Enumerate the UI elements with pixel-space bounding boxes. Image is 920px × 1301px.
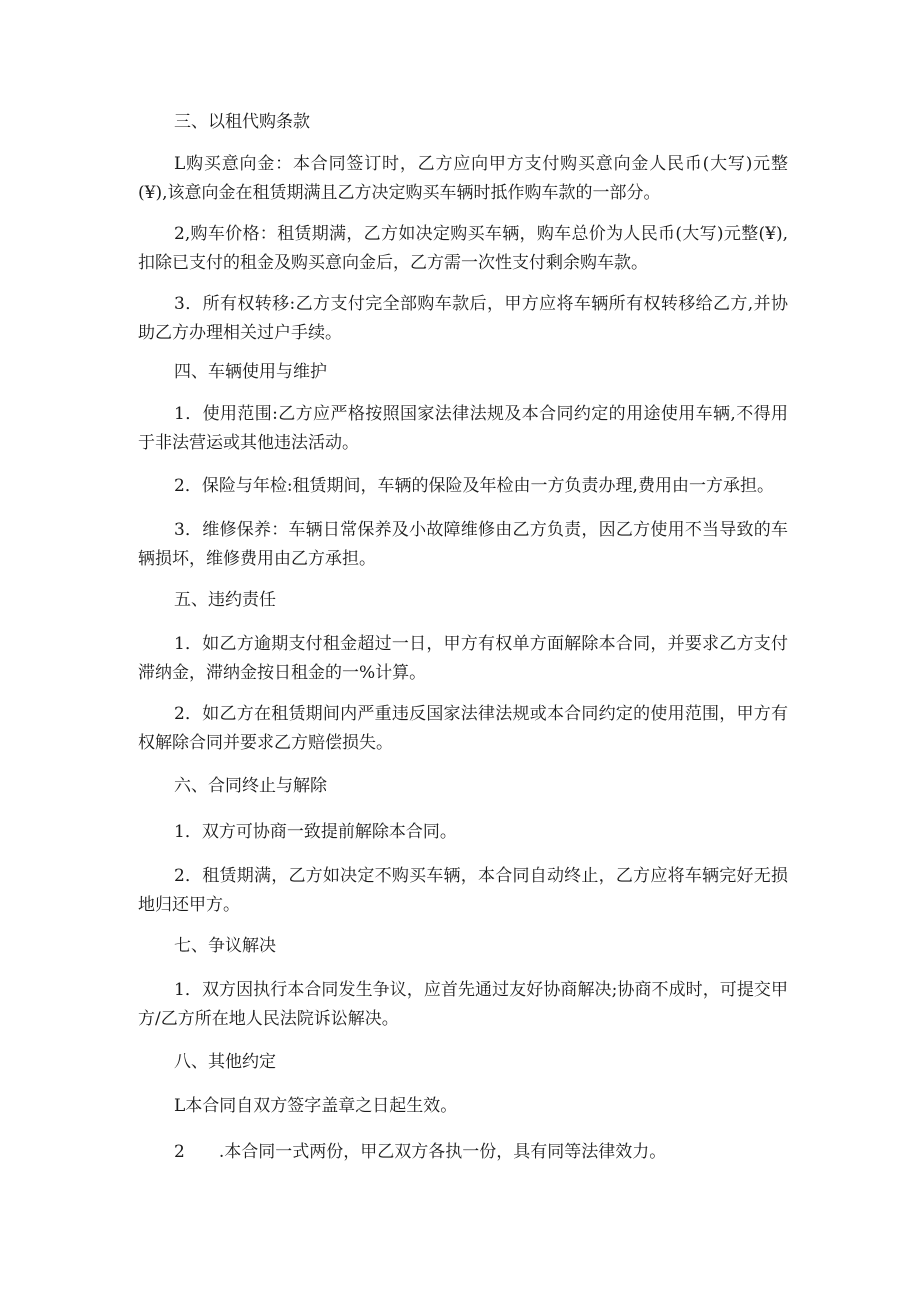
clause-3-2: 2,购车价格：租赁期满，乙方如决定购买车辆，购车总价为人民币(大写)元整(¥),扣除已支付的租金及购买意向金后，乙方需一次性支付剩余购车款。 xyxy=(138,224,788,273)
clause-6-1: 1．双方可协商一致提前解除本合同。 xyxy=(174,822,457,842)
clause-6-2: 2．租赁期满，乙方如决定不购买车辆，本合同自动终止，乙方应将车辆完好无损地归还甲方。 xyxy=(138,866,788,915)
clause-4-3: 3．维修保养：车辆日常保养及小故障维修由乙方负责，因乙方使用不当导致的车辆损坏，维修费用由乙方承担。 xyxy=(138,520,788,569)
section-heading-6: 六、合同终止与解除 xyxy=(174,776,327,796)
clause-4-2: 2．保险与年检:租赁期间，车辆的保险及年检由一方负责办理,费用由一方承担。 xyxy=(174,476,774,496)
clause-5-1: 1．如乙方逾期支付租金超过一日，甲方有权单方面解除本合同，并要求乙方支付滞纳金，滞纳金按日租金的一%计算。 xyxy=(138,634,788,683)
section-heading-3: 三、以租代购条款 xyxy=(174,112,310,132)
section-heading-4: 四、车辆使用与维护 xyxy=(174,362,327,382)
section-heading-8: 八、其他约定 xyxy=(174,1052,276,1072)
clause-7-1: 1．双方因执行本合同发生争议，应首先通过友好协商解决;协商不成时，可提交甲方/乙方所在地人民法院诉讼解决。 xyxy=(138,980,788,1029)
clause-5-2: 2．如乙方在租赁期间内严重违反国家法律法规或本合同约定的使用范围，甲方有权解除合同并要求乙方赔偿损失。 xyxy=(138,704,788,753)
section-heading-7: 七、争议解决 xyxy=(174,936,276,956)
clause-8-1: L本合同自双方签字盖章之日起生效。 xyxy=(174,1096,458,1116)
clause-4-1: 1．使用范围:乙方应严格按照国家法律法规及本合同约定的用途使用车辆,不得用于非法营运或其他违法活动。 xyxy=(138,404,788,453)
clause-3-1: L购买意向金：本合同签订时，乙方应向甲方支付购买意向金人民币(大写)元整(¥),该意向金在租赁期满且乙方决定购买车辆时抵作购车款的一部分。 xyxy=(138,154,788,203)
clause-8-2: 2 .本合同一式两份，甲乙双方各执一份，具有同等法律效力。 xyxy=(174,1142,667,1162)
clause-3-3: 3．所有权转移:乙方支付完全部购车款后，甲方应将车辆所有权转移给乙方,并协助乙方办理相关过户手续。 xyxy=(138,294,788,343)
section-heading-5: 五、违约责任 xyxy=(174,590,276,610)
